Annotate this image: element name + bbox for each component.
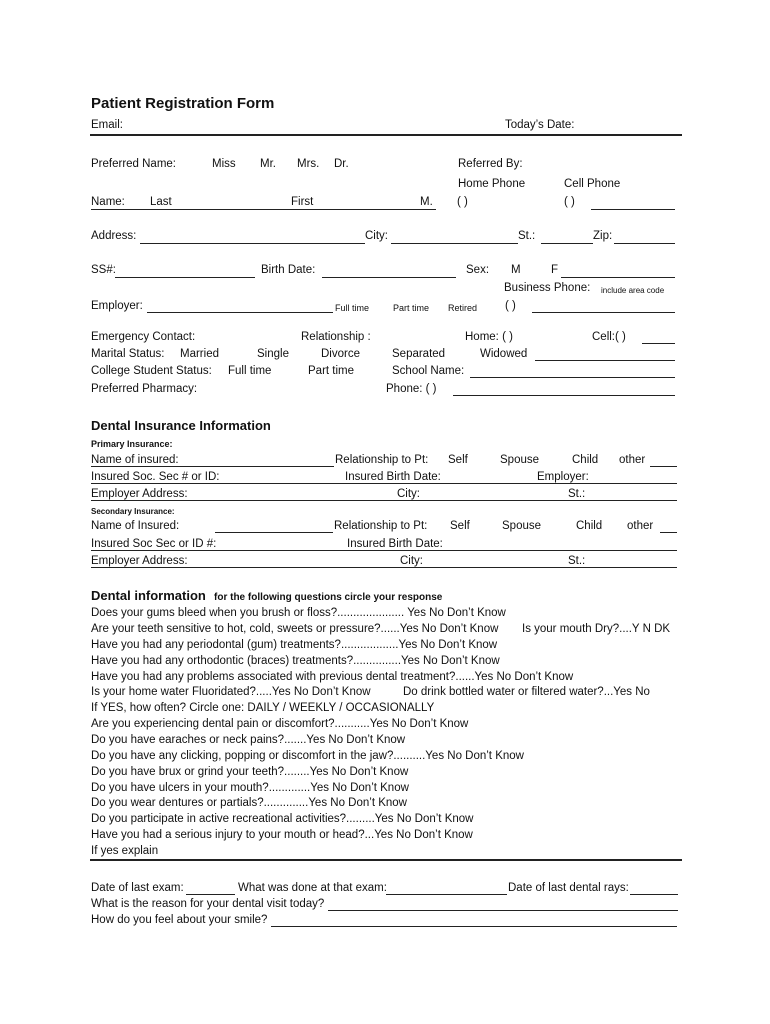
city-label: City: [365,230,388,242]
secondary-name-of-insured-field[interactable] [215,532,333,533]
last-name-label: Last [150,196,172,208]
primary-soc-sec-label: Insured Soc. Sec # or ID: [91,471,220,483]
zip-label: Zip: [593,230,613,242]
question-teeth-sensitive[interactable]: Are your teeth sensitive to hot, cold, sweets or pressure?......Yes No Don’t Know [91,623,499,635]
primary-insured-birth-date-label: Insured Birth Date: [345,471,441,483]
relationship-label: Relationship : [301,331,371,343]
sex-option-m[interactable]: M [511,264,521,276]
primary-name-of-insured-field[interactable] [91,466,334,467]
cell-phone-field[interactable] [591,209,675,210]
primary-relationship-label: Relationship to Pt: [335,454,429,466]
business-phone-label: Business Phone: [504,282,591,294]
emergency-home-phone-label: Home: ( ) [465,331,513,343]
primary-relationship-other[interactable]: other [619,454,646,466]
primary-city-label: City: [397,488,420,500]
marital-option-widowed[interactable]: Widowed [480,348,528,360]
question-mouth-dry[interactable]: Is your mouth Dry?....Y N DK [522,623,671,635]
secondary-other-field[interactable] [660,532,677,533]
question-how-often[interactable]: If YES, how often? Circle one: DAILY / WEEKLY / OCCASIONALLY [91,702,435,714]
school-name-label: School Name: [392,365,465,377]
home-phone-area-code: ( ) [457,196,468,208]
preferred-pharmacy-label: Preferred Pharmacy: [91,383,198,395]
primary-employer-address-label: Employer Address: [91,488,188,500]
dental-information-instruction: for the following questions circle your response [214,592,443,603]
emergency-cell-phone-label: Cell:( ) [592,331,626,343]
secondary-soc-sec-label: Insured Soc Sec or ID #: [91,538,217,550]
dental-information-heading: Dental information [91,588,206,603]
question-dental-pain[interactable]: Are you experiencing dental pain or discomfort?...........Yes No Don’t Know [91,718,469,730]
primary-employer-label: Employer: [537,471,589,483]
visit-reason-label: What is the reason for your dental visit today? [91,898,325,910]
zip-field[interactable] [614,243,675,244]
employer-field[interactable] [147,312,333,313]
pharmacy-phone-label: Phone: ( ) [386,383,437,395]
referred-by-label: Referred By: [458,158,523,170]
question-bottled-water[interactable]: Do drink bottled water or filtered water?...Yes No [403,686,650,698]
title-option-dr[interactable]: Dr. [334,158,349,170]
smile-feeling-field[interactable] [271,926,677,927]
question-earaches[interactable]: Do you have earaches or neck pains?.......Yes No Don’t Know [91,734,406,746]
college-option-part-time[interactable]: Part time [308,365,355,377]
school-name-field[interactable] [470,377,675,378]
page-title: Patient Registration Form [91,95,275,112]
sex-label: Sex: [466,264,490,276]
address-field[interactable] [140,243,365,244]
if-yes-explain-label: If yes explain [91,845,159,857]
smile-feeling-label: How do you feel about your smile? [91,914,268,926]
question-jaw-clicking[interactable]: Do you have any clicking, popping or discomfort in the jaw?..........Yes No Don’t Know [91,750,524,762]
primary-relationship-child[interactable]: Child [572,454,599,466]
secondary-relationship-self[interactable]: Self [450,520,470,532]
question-previous-treatment-problems[interactable]: Have you had any problems associated with previous dental treatment?......Yes No Don’t Know [91,671,574,683]
include-area-code-note: include area code [601,286,665,295]
employment-option-part-time[interactable]: Part time [393,303,430,313]
primary-name-of-insured-label: Name of insured: [91,454,179,466]
primary-insurance-label: Primary Insurance: [91,439,173,449]
ss-field[interactable] [115,277,255,278]
marital-option-married[interactable]: Married [180,348,219,360]
college-option-full-time[interactable]: Full time [228,365,272,377]
marital-option-divorce[interactable]: Divorce [321,348,360,360]
date-last-xrays-field[interactable] [630,894,678,895]
marital-status-field[interactable] [535,360,675,361]
name-label: Name: [91,196,125,208]
business-phone-field[interactable] [532,312,675,313]
question-water-fluoridated[interactable]: Is your home water Fluoridated?.....Yes No Don’t Know [91,686,371,698]
question-dentures[interactable]: Do you wear dentures or partials?..............Yes No Don’t Know [91,797,407,809]
title-option-mr[interactable]: Mr. [260,158,276,170]
state-field[interactable] [541,243,593,244]
question-brux-grind[interactable]: Do you have brux or grind your teeth?........Yes No Don’t Know [91,766,409,778]
question-recreational-activities[interactable]: Do you participate in active recreational activities?.........Yes No Don’t Know [91,813,474,825]
business-phone-area-code: ( ) [505,300,516,312]
question-mouth-ulcers[interactable]: Do you have ulcers in your mouth?.............Yes No Don’t Know [91,782,409,794]
marital-status-label: Marital Status: [91,348,165,360]
question-orthodontic-treatment[interactable]: Have you had any orthodontic (braces) treatments?...............Yes No Don’t Know [91,655,500,667]
date-last-exam-field[interactable] [186,894,235,895]
emergency-cell-field[interactable] [642,343,675,344]
question-periodontal-treatment[interactable]: Have you had any periodontal (gum) treatments?..................Yes No Don’t Know [91,639,498,651]
title-option-miss[interactable]: Miss [212,158,236,170]
preferred-name-label: Preferred Name: [91,158,177,170]
ss-label: SS#: [91,264,116,276]
employer-label: Employer: [91,300,143,312]
marital-option-single[interactable]: Single [257,348,289,360]
visit-reason-field[interactable] [328,910,678,911]
birth-date-field[interactable] [322,277,456,278]
secondary-relationship-spouse[interactable]: Spouse [502,520,542,532]
first-name-label: First [291,196,314,208]
secondary-employer-address-label: Employer Address: [91,555,188,567]
secondary-insured-birth-date-label: Insured Birth Date: [347,538,443,550]
sex-option-f[interactable]: F [551,264,559,276]
emergency-contact-label: Emergency Contact: [91,331,196,343]
dental-insurance-heading: Dental Insurance Information [91,418,271,433]
pharmacy-phone-field[interactable] [453,395,675,396]
cell-phone-area-code: ( ) [564,196,575,208]
question-gums-bleed[interactable]: Does your gums bleed when you brush or floss?..................... Yes No Don’t Know [91,607,506,619]
secondary-state-label: St.: [568,555,586,567]
secondary-insurance-label: Secondary Insurance: [91,507,175,516]
secondary-name-of-insured-label: Name of Insured: [91,520,180,532]
name-field[interactable] [91,209,436,210]
date-last-xrays-label: Date of last dental rays: [508,882,629,894]
secondary-relationship-label: Relationship to Pt: [334,520,428,532]
primary-soc-sec-row-field[interactable] [91,483,677,484]
dental-info-divider [90,859,682,861]
what-done-field[interactable] [386,894,507,895]
home-phone-label: Home Phone [458,178,526,190]
middle-initial-label: M. [420,196,433,208]
primary-relationship-spouse[interactable]: Spouse [500,454,540,466]
primary-state-label: St.: [568,488,586,500]
primary-employer-address-field[interactable] [91,500,677,501]
college-student-status-label: College Student Status: [91,365,212,377]
secondary-relationship-child[interactable]: Child [576,520,603,532]
primary-relationship-self[interactable]: Self [448,454,468,466]
primary-other-field[interactable] [650,466,677,467]
header-divider [90,134,682,136]
secondary-relationship-other[interactable]: other [627,520,654,532]
secondary-employer-address-field[interactable] [91,567,677,568]
address-label: Address: [91,230,137,242]
cell-phone-label: Cell Phone [564,178,621,190]
state-label: St.: [518,230,536,242]
question-serious-injury[interactable]: Have you had a serious injury to your mouth or head?...Yes No Don’t Know [91,829,473,841]
birth-date-label: Birth Date: [261,264,316,276]
sex-field[interactable] [561,277,675,278]
city-field[interactable] [391,243,518,244]
secondary-city-label: City: [400,555,423,567]
date-last-exam-label: Date of last exam: [91,882,184,894]
secondary-soc-sec-row-field[interactable] [91,550,677,551]
marital-option-separated[interactable]: Separated [392,348,446,360]
email-label: Email: [91,119,123,131]
title-option-mrs[interactable]: Mrs. [297,158,320,170]
employment-option-full-time[interactable]: Full time [335,303,370,313]
what-done-label: What was done at that exam: [238,882,387,894]
employment-option-retired[interactable]: Retired [448,303,478,313]
todays-date-label: Today’s Date: [505,119,575,131]
